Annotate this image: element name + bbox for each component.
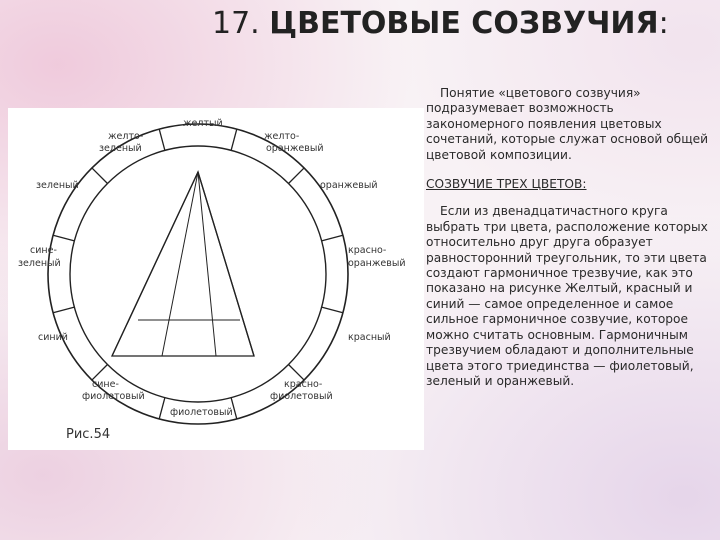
wheel-segment-divider <box>231 129 237 150</box>
label-violet: фиолетовый <box>170 407 233 418</box>
primary-triangle <box>112 172 254 356</box>
wheel-segment-divider <box>159 129 165 150</box>
intro-paragraph: Понятие «цветового созвучия» подразумевает возможность закономерного появления цветовых сочетаний, которые служат основой общей цветовой композиции. <box>426 86 709 162</box>
slide-title-colon: : <box>658 6 669 41</box>
label-green: зеленый <box>36 180 79 191</box>
label-yellow-orange-1: желто- <box>264 131 300 142</box>
wheel-inner-ring <box>70 146 326 402</box>
slide-title <box>212 6 669 42</box>
label-blue-green-1: сине- <box>30 245 57 256</box>
wheel-segment-divider <box>53 307 74 313</box>
figure-caption: Рис.54 <box>66 427 111 442</box>
wheel-segment-divider <box>92 365 108 381</box>
label-red: красный <box>348 332 391 343</box>
wheel-segment-divider <box>92 168 108 184</box>
wheel-segment-divider <box>322 307 343 313</box>
triangle-outline <box>112 172 254 356</box>
triangle-inner-line <box>162 172 198 356</box>
label-blue: синий <box>38 332 68 343</box>
wheel-segment-divider <box>159 398 165 419</box>
color-wheel-figure <box>8 108 424 450</box>
slide-title-text: ЦВЕТОВЫЕ СОЗВУЧИЯ <box>269 6 659 41</box>
label-blue-violet-2: фиолетовый <box>82 391 145 402</box>
wheel-segment-divider <box>322 235 343 241</box>
label-blue-green-2: зеленый <box>18 258 61 269</box>
label-red-orange-1: красно- <box>348 245 387 256</box>
wheel-segment-divider <box>289 365 305 381</box>
slide-number: 17. <box>212 6 260 41</box>
label-blue-violet-1: сине- <box>92 379 119 390</box>
section-heading: СОЗВУЧИЕ ТРЕХ ЦВЕТОВ: <box>426 177 587 192</box>
body-paragraph: Если из двенадцатичастного круга выбрать три цвета, расположение которых относительно друг друга образует равносторонний треугольник, то эти цвета создают гармоничное трезвучие, как это показано на рисунке Желтый, красный и синий — самое определенное и самое сильное гармоничное созвучие, которое можно считать основным. Гармоничным трезвучием обладают и дополнительные цвета этого триединства — фиолетовый, зеленый и оранжевый. <box>426 204 708 388</box>
text-column <box>426 86 714 389</box>
label-yellow: желтый <box>183 118 223 129</box>
label-orange: оранжевый <box>320 180 378 191</box>
label-red-orange-2: оранжевый <box>348 258 406 269</box>
wheel-segment-divider <box>53 235 74 241</box>
label-red-violet-1: красно- <box>284 379 323 390</box>
label-yellow-green-1: желто- <box>108 131 144 142</box>
label-yellow-orange-2: оранжевый <box>266 143 324 154</box>
wheel-segment-divider <box>289 168 305 184</box>
color-wheel-diagram <box>8 108 424 450</box>
label-red-violet-2: фиолетовый <box>270 391 333 402</box>
label-yellow-green-2: зеленый <box>99 143 142 154</box>
